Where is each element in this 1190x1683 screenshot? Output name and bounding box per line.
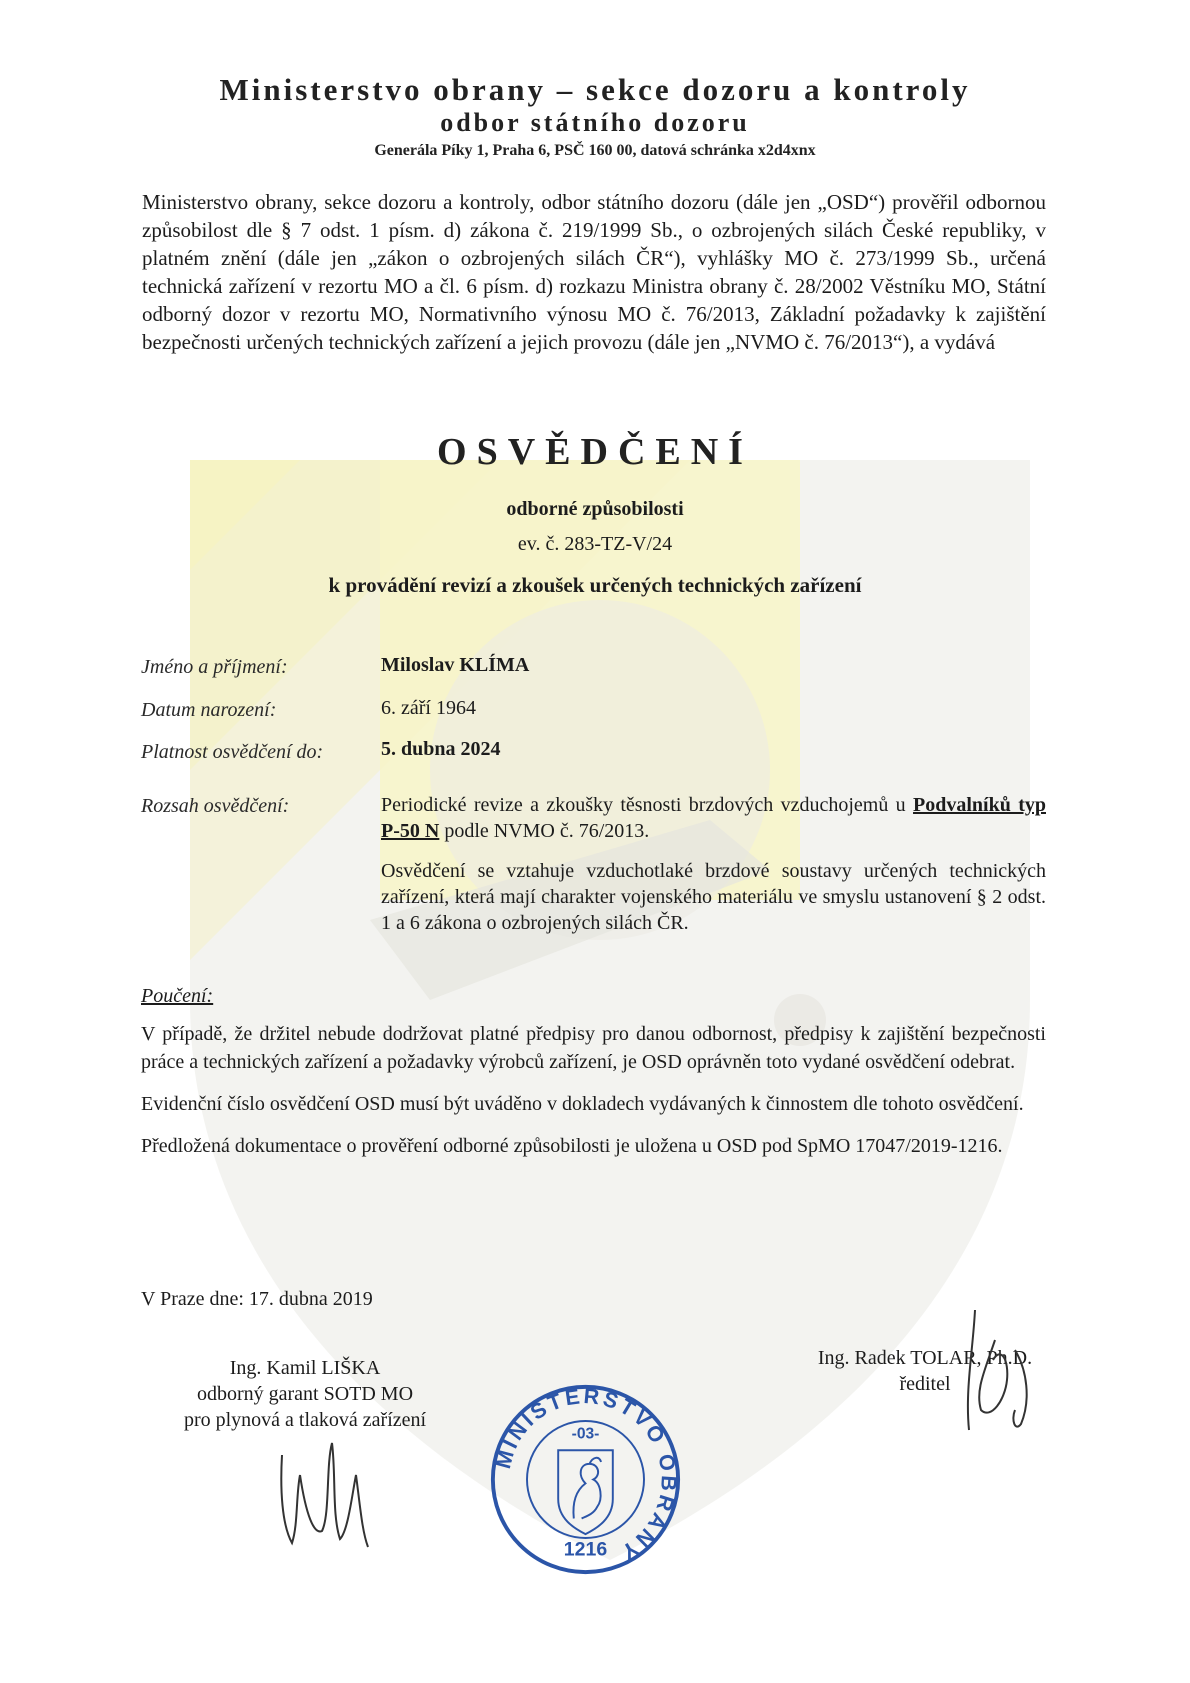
department-heading: odbor státního dozoru (440, 108, 750, 137)
address-line: Generála Píky 1, Praha 6, PSČ 160 00, datová schránka x2d4xnx (374, 142, 816, 159)
signature-right (935, 1300, 1045, 1440)
ministry-heading: Ministerstvo obrany – sekce dozoru a kontroly (219, 72, 971, 107)
birth-value: 6. září 1964 (381, 697, 476, 719)
notice-paragraph-2: Evidenční číslo osvědčení OSD musí být uváděno v dokladech vydávaných k činnostem dle tohoto osvědčení. (141, 1093, 1024, 1115)
signature-left (270, 1435, 380, 1555)
intro-paragraph: Ministerstvo obrany, sekce dozoru a kontroly, odbor státního dozoru (dále jen „OSD“) prověřil odbornou způsobilost dle § 7 odst. 1 písm. d) zákona č. 219/1999 Sb., o ozbrojených silách České republiky, v platném znění (dále jen „zákon o ozbrojených silách ČR“), vyhlášky MO č. 273/1999 Sb., určená technická zařízení v rezortu MO a čl. 6 písm. d) rozkazu Ministra obrany č. 28/2002 Věstníku MO, Státní odborný dozor v rezortu MO, Normativního výnosu MO č. 76/2013, Základní požadavky k zajištění bezpečnosti určených technických zařízení a jejich provozu (dále jen „NVMO č. 76/2013“), a vydává (142, 190, 1046, 354)
validity-label: Platnost osvědčení do: (141, 741, 324, 763)
stamp-ring-text: MINISTERSTVO OBRANY (490, 1384, 681, 1566)
notice-paragraph-1: V případě, že držitel nebude dodržovat platné předpisy pro danou odbornost, předpisy k zajištění bezpečnosti práce a technických zařízení a požadavky výrobců zařízení, je OSD oprávněn toto vydané osvědčení odebrat. (141, 1023, 1046, 1073)
place-date: V Praze dne: 17. dubna 2019 (141, 1288, 373, 1310)
notice-text (141, 1020, 1046, 1174)
scope-text-part: podle NVMO č. 76/2013. (439, 820, 650, 842)
certificate-subtitle: odborné způsobilosti (506, 498, 684, 520)
scope-text (381, 792, 1046, 950)
signatory-left-role: odborný garant SOTD MO (196, 1383, 414, 1405)
notice-paragraph-3: Předložená dokumentace o prověření odborné způsobilosti je uložena u OSD pod SpMO 17047/2019-1216. (141, 1135, 1003, 1157)
signatory-right-role: ředitel (899, 1373, 951, 1395)
scope-text-part: Periodické revize a zkoušky těsnosti brzdových vzduchojemů u (381, 794, 914, 816)
stamp-code-bottom: 1216 (563, 1538, 608, 1561)
scope-paragraph-1 (381, 792, 1046, 844)
signatory-left (150, 1355, 460, 1433)
certificate-number: ev. č. 283-TZ-V/24 (517, 533, 673, 555)
notice-label: Poučení: (141, 985, 214, 1007)
name-value: Miloslav KLÍMA (381, 654, 530, 676)
lion-emblem-icon (558, 1450, 613, 1534)
name-label: Jméno a příjmení: (141, 656, 288, 678)
certificate-title: OSVĚDČENÍ (437, 431, 753, 473)
validity-value: 5. dubna 2024 (381, 738, 501, 760)
signatory-left-role-2: pro plynová a tlaková zařízení (183, 1409, 427, 1431)
certificate-purpose: k provádění revizí a zkoušek určených technických zařízení (328, 573, 862, 597)
signatory-right-name: Ing. Radek TOLAR, Ph.D. (817, 1347, 1033, 1369)
official-stamp (488, 1382, 683, 1577)
vehicle-type: Podvalníků typ P-50 N (381, 794, 1046, 842)
signatory-left-name: Ing. Kamil LIŠKA (229, 1357, 381, 1379)
scope-paragraph-2: Osvědčení se vztahuje vzduchotlaké brzdové soustavy určených technických zařízení, která mají charakter vojenského materiálu ve smyslu ustanovení § 2 odst. 1 a 6 zákona o ozbrojených silách ČR. (381, 860, 1046, 934)
stamp-code-top: -03- (571, 1425, 600, 1443)
birth-label: Datum narození: (141, 699, 277, 721)
scope-label: Rozsah osvědčení: (141, 795, 290, 817)
